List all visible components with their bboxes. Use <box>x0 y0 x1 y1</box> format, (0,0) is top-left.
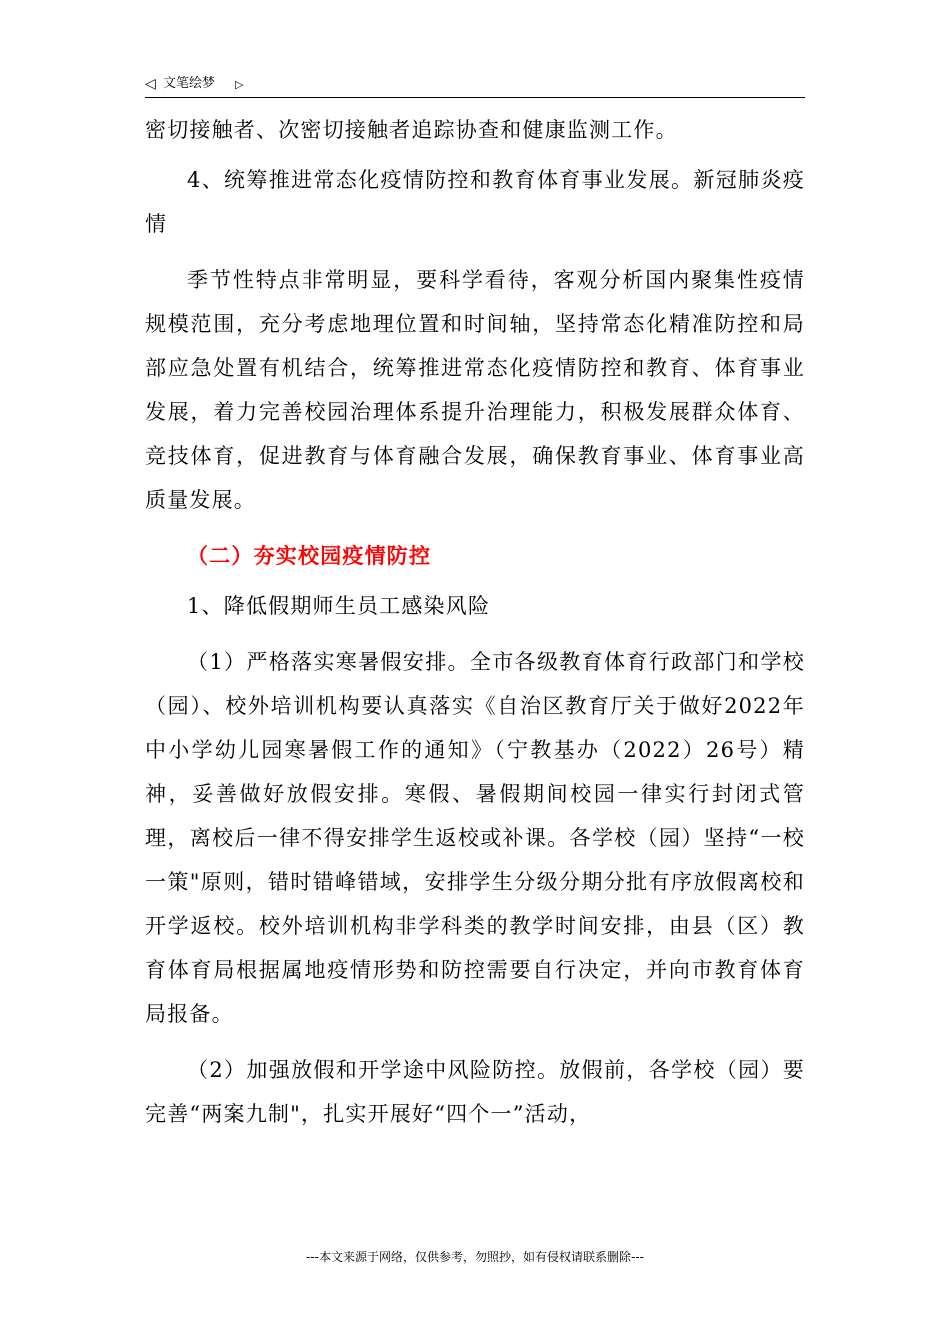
page-header <box>145 74 805 98</box>
paragraph-6: （2）加强放假和开学途中风险防控。放假前，各学校（园）要完善“两案九制"，扎实开展好“四个一”活动， <box>145 1058 805 1126</box>
header-divider <box>145 97 805 98</box>
triangle-right-icon: ▷ <box>235 78 244 91</box>
paragraph-4: 1、降低假期师生员工感染风险 <box>187 594 491 618</box>
triangle-left-icon: ◁ <box>145 76 156 92</box>
paragraph-1: 密切接触者、次密切接触者追踪协查和健康监测工作。 <box>145 118 678 142</box>
page-footer: ---本文来源于网络，仅供参考，勿照抄，如有侵权请联系删除--- <box>306 1250 644 1264</box>
section-heading: （二）夯实校园疫情防控 <box>187 544 432 568</box>
header-brand: 文笔绘梦 <box>163 76 216 91</box>
document-body <box>145 108 805 1136</box>
paragraph-5: （1）严格落实寒暑假安排。全市各级教育体育行政部门和学校（园）、校外培训机构要认真落实《自治区教育厅关于做好2022年中小学幼儿园寒暑假工作的通知》（宁教基办（2022）26号）精神，妥善做好放假安排。寒假、暑假期间校园一律实行封闭式管理，离校后一律不得安排学生返校或补课。各学校（园）坚持“一校一策"原则，错时错峰错域，安排学生分级分期分批有序放假离校和开学返校。校外培训机构非学科类的教学时间安排，由县（区）教育体育局根据属地疫情形势和防控需要自行决定，并向市教育体育局报备。 <box>145 650 805 1026</box>
paragraph-3: 季节性特点非常明显，要科学看待，客观分析国内聚集性疫情规模范围，充分考虑地理位置和时间轴，坚持常态化精准防控和局部应急处置有机结合，统筹推进常态化疫情防控和教育、体育事业发展，着力完善校园治理体系提升治理能力，积极发展群众体育、竞技体育，促进教育与体育融合发展，确保教育事业、体育事业高质量发展。 <box>145 268 805 512</box>
paragraph-2: 4、统筹推进常态化疫情防控和教育体育事业发展。新冠肺炎疫情 <box>145 168 805 236</box>
